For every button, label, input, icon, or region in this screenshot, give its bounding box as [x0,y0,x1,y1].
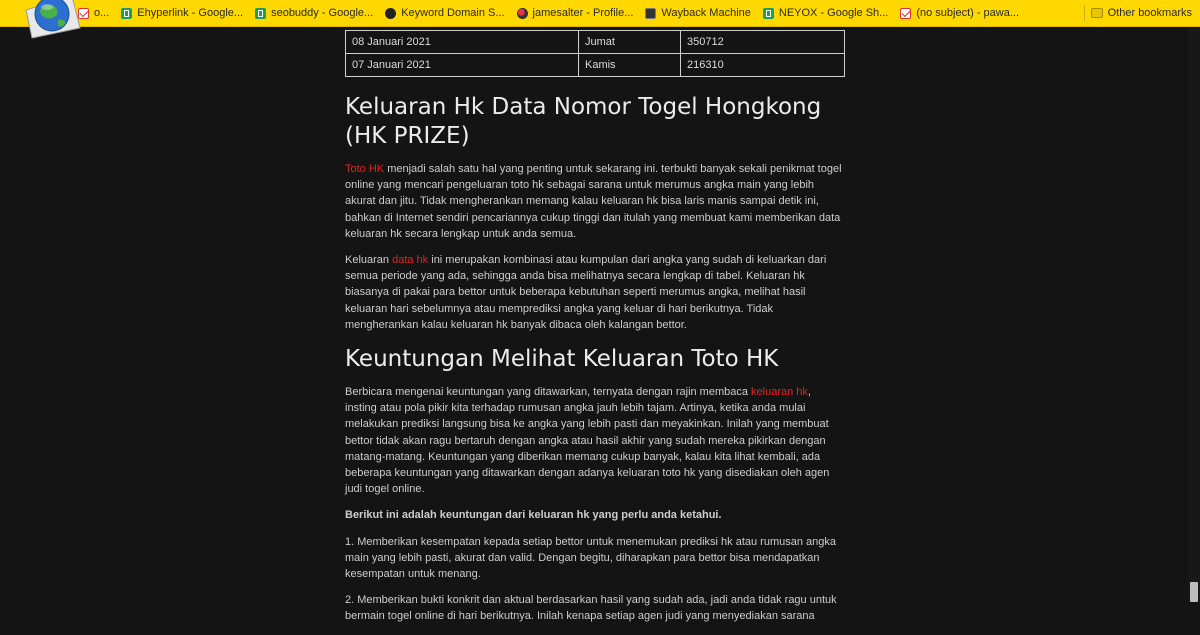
bookmark-label: Keyword Domain S... [401,7,505,19]
bookmark-jamesalter[interactable] [511,0,640,27]
article-content [345,27,845,635]
globe-logo-icon [22,0,84,42]
table-cell-date: 08 Januari 2021 [346,31,579,54]
bookmark-ehyperlink[interactable] [115,0,249,27]
paragraph-text: menjadi salah satu hal yang penting untuk sekarang ini. terbukti banyak sekali penikmat togel online yang mencari pengeluaran toto hk sebagai sarana untuk merumus angka main yang lebih akurat dan jitu. Tidak mengherankan memang kalau keluaran hk bisa laris manis sampai detik ini, bahkan di Internet sendiri pencariannya cukup tinggi dan itulah yang membuat kami memberikan data keluaran hk secara lengkap untuk anda semua. [345,163,842,240]
section-heading-keluaran-hk: Keluaran Hk Data Nomor Togel Hongkong (HK PRIZE) [345,94,822,149]
sheets-icon [763,8,774,19]
section-heading-keuntungan: Keuntungan Melihat Keluaran Toto HK [345,346,779,373]
bookmark-label: (no subject) - pawa... [916,7,1020,19]
scrollbar-thumb[interactable] [1190,582,1198,602]
bookmark-label: o... [94,7,110,19]
bookmark-label: seobuddy - Google... [271,7,374,19]
table-cell-number: 350712 [681,31,845,54]
bold-intro: Berikut ini adalah keuntungan dari keluaran hk yang perlu anda ketahui. [345,509,722,522]
bookmarks-bar [0,0,1200,27]
bookmark-label: Wayback Machine [661,7,751,19]
bookmark-label: Ehyperlink - Google... [137,7,244,19]
folder-icon [1091,8,1103,18]
page-scrollbar[interactable] [1188,27,1200,600]
bookmark-keyword-domain[interactable] [379,0,510,27]
paragraph-text: ini merupakan kombinasi atau kumpulan dari angka yang sudah di keluarkan dari semua periode yang ada, sehingga anda bisa melihatnya secara lengkap di tabel. Keluaran hk biasanya di pakai para bettor untuk beberapa kebutuhan seperti merumus angka, melihat hasil keluaran hari sebelumnya atau memprediksi angka yang keluar di hari berikutnya. Tidak mengherankan kalau keluaran hk banyak dibaca oleh kalangan bettor. [345,254,827,331]
paragraph-text: , insting atau pola pikir kita terhadap rumusan angka jauh lebih tajam. Artinya, ketika anda mulai melakukan prediksi langsung bisa ke angka yang lebih pasti dan meyakinkan. Inilah yang membuat bettor tidak akan ragu bertaruh dengan angka atau hasil akhir yang sudah mereka pikirkan dengan matang-matang. Keuntungan yang diberikan memang cukup banyak, kalau kita lihat kembali, ada beberapa keuntungan yang ditawarkan dengan adanya keluaran toto hk yang disediakan oleh agen judi togel online. [345,386,830,496]
paragraph [345,384,845,497]
table-cell-day: Kamis [579,54,681,77]
other-bookmarks-label: Other bookmarks [1107,7,1192,19]
results-table [345,30,845,77]
paragraph-text: Keluaran [345,254,393,267]
table-row [346,54,845,77]
sheets-icon [255,8,266,19]
bookmark-wayback[interactable] [639,0,756,27]
table-cell-number: 216310 [681,54,845,77]
paragraph [345,161,845,242]
other-bookmarks[interactable] [1085,0,1200,27]
keluaran-hk-link[interactable]: keluaran hk [751,386,808,399]
table-cell-date: 07 Januari 2021 [346,54,579,77]
bookmark-label: jamesalter - Profile... [532,7,634,19]
sheets-icon [121,8,132,19]
toto-hk-link[interactable]: Toto HK [345,163,385,175]
gmail-icon [900,8,911,19]
bookmark-neyox[interactable] [757,0,894,27]
list-item: 2. Memberikan bukti konkrit dan aktual berdasarkan hasil yang sudah ada, jadi anda tidak ragu untuk bermain togel online di hari berikutnya. Inilah kenapa setiap agen judi yang menyediakan sarana [345,594,837,623]
profile-icon [517,8,528,19]
bookmark-no-subject[interactable] [894,0,1025,27]
paragraph-text: Berbicara mengenai keuntungan yang ditawarkan, ternyata dengan rajin membaca [345,386,752,399]
table-cell-day: Jumat [579,31,681,54]
table-row [346,31,845,54]
data-hk-link[interactable]: data hk [392,254,429,267]
bookmark-seobuddy[interactable] [249,0,379,27]
bookmark-label: NEYOX - Google Sh... [778,7,889,19]
list-item: 1. Memberikan kesempatan kepada setiap bettor untuk menemukan prediksi hk atau rumusan angka main yang lebih pasti, akurat dan valid. Dengan begitu, diharapkan para bettor bisa mendapatkan kesempatan untuk menang. [345,535,837,581]
paragraph [345,252,845,333]
keyword-icon [385,8,396,19]
wayback-icon [645,8,656,19]
